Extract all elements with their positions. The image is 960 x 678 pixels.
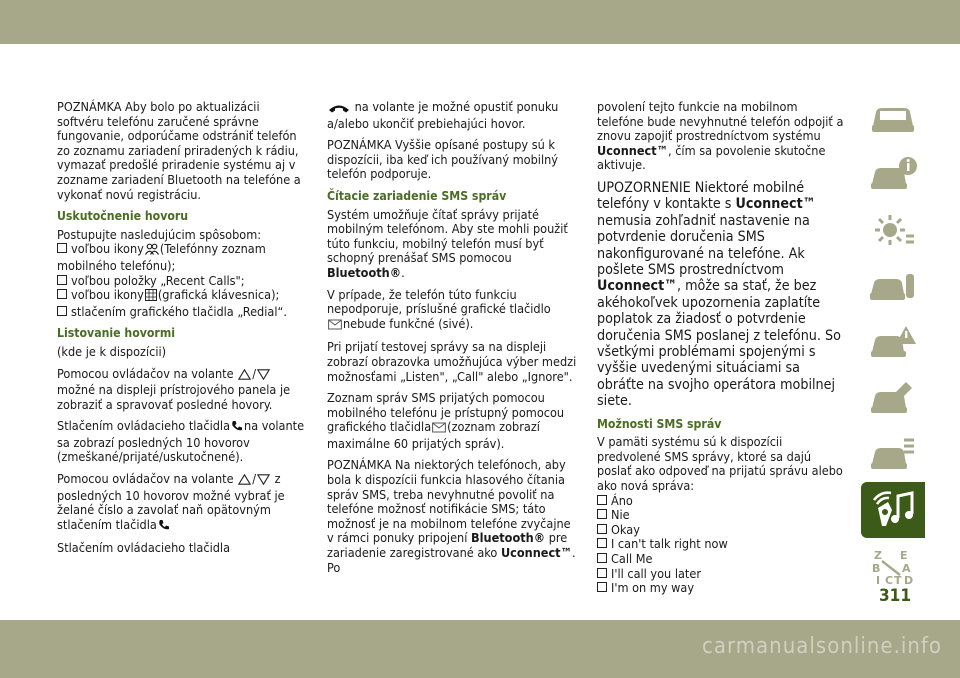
checkbox-icon	[57, 243, 67, 253]
list-item: Okay	[597, 523, 847, 538]
list-item: mobilného telefónu);	[57, 257, 176, 273]
car-icon[interactable]	[861, 90, 925, 146]
column-1	[57, 100, 309, 563]
call-methods-list	[57, 242, 309, 319]
sms-list-icon	[432, 421, 446, 437]
list-item: stlačením grafického tlačidla „Redial“.	[57, 305, 309, 320]
multimedia-icon[interactable]	[861, 482, 925, 538]
checkbox-icon	[57, 289, 67, 299]
triangle-down-icon	[257, 369, 270, 384]
checkbox-icon	[57, 275, 67, 285]
checkbox-icon	[597, 553, 607, 563]
section-heading: Uskutočnenie hovoru	[57, 209, 189, 224]
triangle-down-icon	[257, 474, 270, 489]
paragraph: Pomocou ovládačov na volante / možné na displeji prístrojového panela je zobraziť a spravovať posledné hovory.	[57, 365, 291, 412]
section-heading: Čítacie zariadenie SMS správ	[327, 188, 507, 203]
checkbox-icon	[597, 509, 607, 519]
triangle-up-icon	[238, 369, 251, 384]
checkbox-icon	[597, 582, 607, 592]
list-item: I'll call you later	[597, 567, 847, 582]
section-heading: Možnosti SMS správ	[597, 416, 722, 431]
paragraph: Zoznam správ SMS prijatých pomocou mobilného telefónu je prístupný pomocou grafického tlačidla (zoznam zobrazí maximálne 60 prijatých správ).	[327, 390, 565, 451]
paragraph: Pomocou ovládačov na volante / z posledných 10 hovorov možné vybrať je želané číslo a zavolať naň opätovným stlačením tlačidla	[57, 472, 309, 534]
sms-icon	[328, 318, 342, 334]
top-band	[0, 0, 960, 44]
chapter-tabs	[861, 90, 925, 594]
column-3	[597, 100, 847, 596]
phonebook-icon	[145, 243, 159, 259]
car-info-icon[interactable]	[861, 146, 925, 202]
paragraph: Stlačením ovládacieho tlačidla na volante sa zobrazí posledných 10 hovorov (zmeškané/prijaté/uskutočnené).	[57, 418, 305, 465]
svg-text:A: A	[902, 562, 911, 575]
checkbox-icon	[57, 306, 67, 316]
car-spec-icon[interactable]	[861, 426, 925, 482]
svg-text:C: C	[885, 574, 894, 586]
checkbox-icon	[597, 495, 607, 505]
note-paragraph: POZNÁMKA Na niektorých telefónoch, aby bola k dispozícii funkcia hlasového čítania správ SMS, treba nevyhnutné povoliť na telefóne možnosť notifikácie SMS; táto možnosť je na mobilnom telefóne zvyčajne v rámci ponuky pripojení Bluetooth® pre zariadenie zaregistrované ako Uconnect™. Po	[327, 457, 576, 575]
list-item: Call Me	[597, 552, 847, 567]
keypad-icon	[145, 289, 157, 305]
car-warning-icon[interactable]	[861, 314, 925, 370]
svg-text:E: E	[900, 549, 908, 562]
svg-text:T: T	[894, 574, 902, 586]
list-item: voľbou ikony (Telefónny zoznam	[57, 242, 309, 259]
intro-text: Postupujte nasledujúcim spôsobom:	[57, 226, 262, 242]
warning-paragraph: UPOZORNENIE Niektoré mobilné telefóny v kontakte s Uconnect™ nemusia zohľadniť nastavenie na potvrdenie doručenia SMS nakonfigurované na telefóne. Ak pošlete SMS prostredníctvom Uconnect™, môže sa stať, že bez akéhokoľvek upozornenia zaplatíte poplatok za žiadosť o potvrdenie doručenia SMS poslanej z telefónu. So všetkými problémami spojenými s vyššie uvedenými situáciami sa obráťte na svojho operátora mobilnej siete.	[597, 179, 841, 410]
checkbox-icon	[597, 524, 607, 534]
phone-icon	[158, 519, 170, 535]
checkbox-icon	[597, 568, 607, 578]
checkbox-icon	[597, 538, 607, 548]
note-paragraph: POZNÁMKA Vyššie opísané postupy sú k dispozícii, iba keď ich používaný mobilný telefón podporuje.	[327, 137, 558, 182]
note-paragraph: POZNÁMKA Aby bolo po aktualizácii softvéru telefónu zaručené správne fungovanie, odporúčame odstrániť telefón zo zoznamu zariadení priradených k rádiu, vymazať predošlé priradenie systému aj v zozname zariadení Bluetooth na telefóne a vykonať novú registráciu.	[57, 99, 301, 202]
car-key-icon[interactable]	[861, 258, 925, 314]
hang-up-icon	[328, 102, 350, 117]
paragraph: Systém umožňuje čítať správy prijaté mobilným telefónom. Aby ste mohli použiť túto funkciu, mobilný telefón musí byť schopný prenášať SMS pomocou Bluetooth®.	[327, 206, 568, 280]
list-item: Áno	[597, 494, 847, 509]
paragraph: V pamäti systému sú k dispozícii predvolené SMS správy, ktoré sa dajú poslať ako odpoveď na prijatú správu alebo ako nová správa:	[597, 434, 843, 494]
svg-text:B: B	[872, 562, 881, 575]
svg-text:I: I	[876, 574, 881, 586]
phone-icon	[231, 420, 243, 436]
watermark: carmanualsonline.info	[702, 634, 942, 659]
page-number: 311	[879, 586, 911, 606]
list-item: I can't talk right now	[597, 537, 847, 552]
sms-options-list	[597, 494, 847, 596]
paragraph: Pri prijatí testovej správy sa na displeji zobrazí obrazovka umožňujúca výber medzi možnosťami „Listen", „Call" alebo „Ignore".	[327, 339, 577, 384]
paragraph: V prípade, že telefón túto funkciu nepodporuje, príslušné grafické tlačidlo nebude funkčné (sivé).	[327, 288, 579, 334]
paragraph: (kde je k dispozícii)	[57, 343, 167, 359]
list-item: voľbou ikony (grafická klávesnica);	[57, 288, 309, 305]
paragraph: na volante je možné opustiť ponuku a/alebo ukončiť prebiehajúci hovor.	[327, 99, 559, 131]
triangle-up-icon	[238, 474, 251, 489]
list-item: Nie	[597, 508, 847, 523]
paragraph: povolení tejto funkcie na mobilnom telefóne bude nevyhnutné telefón odpojiť a znovu zapojiť prostredníctvom systému Uconnect™, čím sa povolenie skutočne aktivuje.	[597, 99, 844, 173]
section-heading: Listovanie hovormi	[57, 326, 176, 341]
paragraph: Stlačením ovládacieho tlačidla	[57, 540, 231, 556]
column-2	[327, 100, 579, 582]
car-service-icon[interactable]	[861, 370, 925, 426]
dashboard-lights-icon[interactable]	[861, 202, 925, 258]
list-item: voľbou položky „Recent Calls";	[57, 274, 309, 289]
svg-text:D: D	[904, 574, 914, 586]
list-item: I'm on my way	[597, 581, 847, 596]
svg-text:Z: Z	[874, 549, 882, 562]
